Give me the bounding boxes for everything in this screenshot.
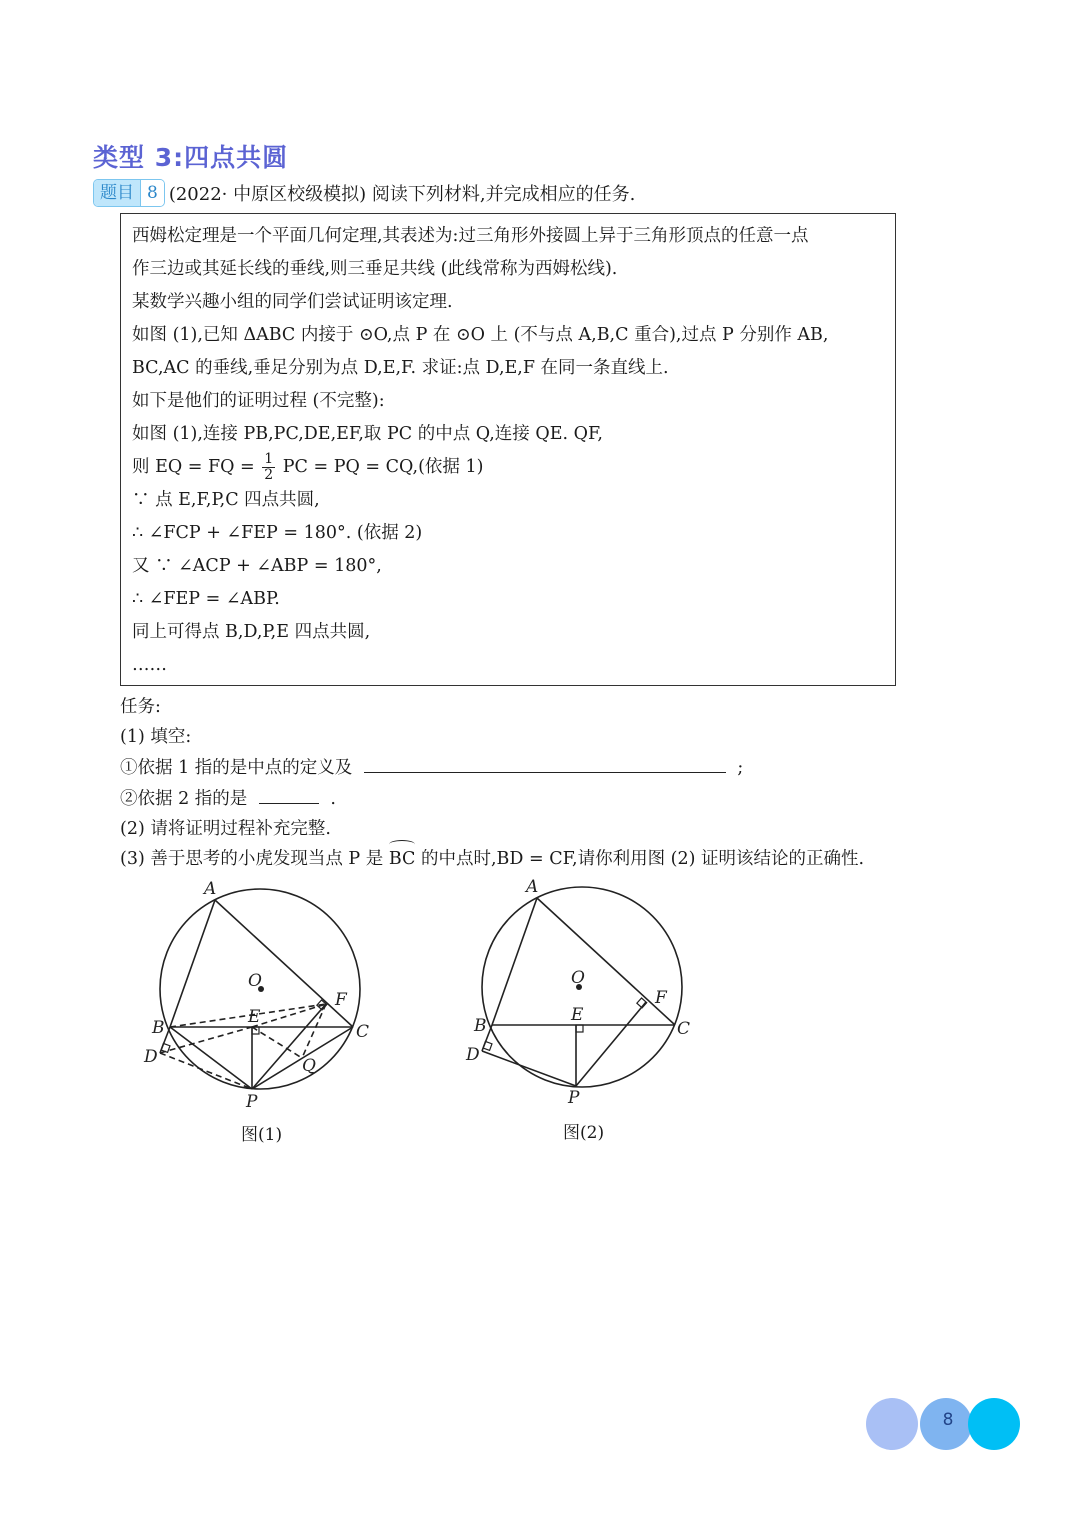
- task-2: (2) 请将证明过程补充完整.: [120, 819, 331, 839]
- right-angle-e: [576, 1025, 583, 1032]
- task-1b-text: ②依据 2 指的是: [120, 789, 248, 809]
- material-line-fraction: [132, 451, 885, 484]
- section-title: 类型 3:四点共圆: [93, 143, 289, 172]
- segment-ef: [252, 1004, 326, 1027]
- figure-2: [452, 870, 712, 1143]
- label-q: Q: [302, 1056, 316, 1076]
- task-1a: [120, 752, 940, 783]
- material-line: ∵ 点 E,F,P,C 四点共圆,: [132, 490, 320, 510]
- segment-pb: [170, 1027, 252, 1089]
- segment-pf: [252, 1004, 326, 1089]
- deco-circle-right: [968, 1398, 1020, 1450]
- fraction-suffix: PC = PQ = CQ,(依据 1): [282, 457, 484, 477]
- label-a: A: [204, 879, 217, 899]
- page-number: 8: [942, 1410, 954, 1430]
- label-f: F: [335, 990, 347, 1010]
- label-d: D: [144, 1047, 158, 1067]
- right-angle-d: [161, 1043, 170, 1052]
- material-line: BC,AC 的垂线,垂足分别为点 D,E,F. 求证:点 D,E,F 在同一条直线上.: [132, 358, 669, 378]
- material-line: 同上可得点 B,D,P,E 四点共圆,: [132, 622, 371, 642]
- material-line: ……: [132, 655, 167, 675]
- material-line: 如图 (1),连接 PB,PC,DE,EF,取 PC 的中点 Q,连接 QE. QF,: [132, 424, 603, 444]
- material-line: ∴ ∠FCP + ∠FEP = 180°. (依据 2): [132, 523, 423, 543]
- question-badge-label: 题目: [94, 180, 140, 206]
- task-3-text-end: 的中点时,BD = CF,请你利用图 (2) 证明该结论的正确性.: [421, 849, 865, 869]
- label-b: B: [474, 1016, 487, 1036]
- tasks-section: [120, 692, 940, 874]
- segment-ab: [492, 898, 537, 1025]
- task-1: (1) 填空:: [120, 727, 192, 747]
- question-badge-number: 8: [140, 180, 164, 206]
- fraction-prefix: 则 EQ = FQ =: [132, 457, 255, 477]
- label-o: O: [248, 971, 262, 991]
- figure-1: [130, 870, 390, 1145]
- label-e: E: [248, 1007, 261, 1027]
- segment-pf: [576, 1002, 646, 1086]
- question-badge: [93, 179, 165, 207]
- figure-2-caption: 图(2): [563, 1123, 605, 1143]
- question-intro: (2022· 中原区校级模拟) 阅读下列材料,并完成相应的任务.: [168, 184, 636, 205]
- task-3-text: (3) 善于思考的小虎发现当点 P 是: [120, 849, 384, 869]
- tasks-heading: 任务:: [120, 697, 161, 717]
- right-angle-d: [483, 1041, 492, 1050]
- fraction-numerator: 1: [264, 451, 274, 467]
- label-f: F: [655, 988, 667, 1008]
- material-line: 西姆松定理是一个平面几何定理,其表述为:过三角形外接圆上异于三角形顶点的任意一点: [132, 226, 809, 246]
- material-line: 作三边或其延长线的垂线,则三垂足共线 (此线常称为西姆松线).: [132, 259, 618, 279]
- arc-bc: [389, 844, 416, 874]
- task-1a-end: ;: [737, 758, 744, 778]
- material-line: 如下是他们的证明过程 (不完整):: [132, 391, 385, 411]
- figure-1-diagram: [130, 870, 390, 1120]
- figure-2-diagram: [452, 870, 712, 1120]
- segment-ab: [170, 900, 215, 1027]
- task-1b: [120, 783, 940, 814]
- question-header: [93, 179, 635, 207]
- label-c: C: [677, 1019, 691, 1039]
- label-o: O: [571, 968, 585, 988]
- fraction-denominator: 2: [264, 467, 274, 483]
- label-e: E: [571, 1005, 584, 1025]
- task-1a-text: ①依据 1 指的是中点的定义及: [120, 758, 353, 778]
- answer-blank-2[interactable]: [259, 783, 319, 804]
- material-box: [120, 213, 896, 686]
- material-line: 又 ∵ ∠ACP + ∠ABP = 180°,: [132, 556, 382, 576]
- label-p: P: [246, 1092, 258, 1112]
- arc-label: BC: [388, 849, 416, 869]
- figure-1-caption: 图(1): [241, 1125, 283, 1145]
- segment-pd: [160, 1053, 252, 1089]
- task-1b-end: .: [330, 789, 336, 809]
- label-a: A: [526, 877, 539, 897]
- fraction-one-half: [262, 452, 275, 483]
- deco-circle-left: [866, 1398, 918, 1450]
- material-line: 某数学兴趣小组的同学们尝试证明该定理.: [132, 292, 453, 312]
- segment-pd: [482, 1051, 576, 1086]
- answer-blank-1[interactable]: [364, 752, 726, 773]
- material-line: 如图 (1),已知 ΔABC 内接于 ⊙O,点 P 在 ⊙O 上 (不与点 A,B,C 重合),过点 P 分别作 AB,: [132, 325, 829, 345]
- label-b: B: [152, 1018, 165, 1038]
- material-line: ∴ ∠FEP = ∠ABP.: [132, 589, 280, 609]
- label-c: C: [356, 1022, 370, 1042]
- segment-qf: [302, 1004, 326, 1058]
- label-d: D: [466, 1045, 480, 1065]
- label-p: P: [568, 1088, 580, 1108]
